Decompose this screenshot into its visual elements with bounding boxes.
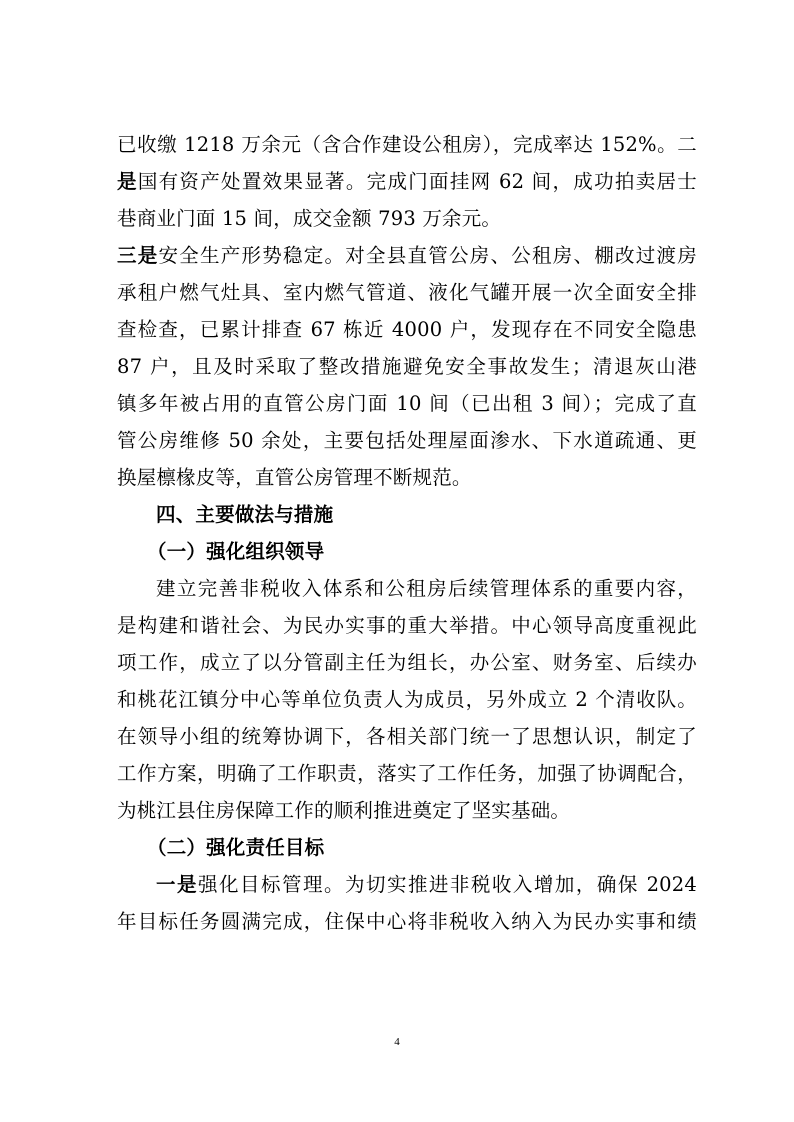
paragraph-line [117,385,697,422]
line-text: 工作方案，明确了工作职责，落实了工作任务，加强了协调配合， [117,762,697,785]
paragraph-line [117,163,697,200]
line-text: 在领导小组的统筹协调下，各相关部门统一了思想认识，制定了 [117,725,697,748]
line-text: 项工作，成立了以分管副主任为组长，办公室、财务室、后续办 [117,651,697,674]
heading-text: （二）强化责任目标 [147,836,325,859]
line-text: 87 户，且及时采取了整改措施避免安全事故发生；清退灰山港 [117,355,697,378]
page-number: 4 [394,1036,400,1048]
heading-text: （一）强化组织领导 [147,540,325,563]
paragraph-line [117,792,697,829]
line-text: 为桃江县住房保障工作的顺利推进奠定了坚实基础。 [117,799,571,822]
paragraph-line [117,718,697,755]
line-text: 安全生产形势稳定。对全县直管公房、公租房、棚改过渡房 [158,244,698,267]
line-text: 管公房维修 50 余处，主要包括处理屋面渗水、下水道疏通、更 [117,429,697,452]
paragraph-line [117,644,697,681]
paragraph-line [117,755,697,792]
paragraph-line [117,903,697,940]
line-text: 镇多年被占用的直管公房门面 10 间（已出租 3 间）；完成了直 [117,392,697,415]
paragraph-line [117,681,697,718]
paragraph-line [117,200,697,237]
heading-text: 四、主要做法与措施 [156,503,334,526]
paragraph-line [117,237,697,274]
paragraph-line [117,348,697,385]
line-text: 年目标任务圆满完成，住保中心将非税收入纳入为民办实事和绩 [117,910,697,933]
paragraph-line [117,570,697,607]
paragraph-line [117,607,697,644]
subsection-heading [117,829,697,866]
line-text: 国有资产处置效果显著。完成门面挂网 62 间，成功拍卖居士 [137,170,698,193]
document-body [117,126,697,940]
paragraph-line [117,311,697,348]
paragraph-line [117,459,697,496]
paragraph-line [117,126,697,163]
emphasis-text: 一是 [156,873,198,896]
paragraph-line [117,866,697,903]
line-text: 强化目标管理。为切实推进非税收入增加，确保 2024 [198,873,697,896]
line-text: 巷商业门面 15 间，成交金额 793 万余元。 [117,207,502,230]
subsection-heading [117,533,697,570]
line-text: 已收缴 1218 万余元（含合作建设公租房），完成率达 152%。二 [117,133,697,156]
section-heading [117,496,697,533]
emphasis-text: 是 [117,170,138,193]
line-text: 建立完善非税收入体系和公租房后续管理体系的重要内容， [156,577,697,600]
line-text: 换屋檩椽皮等，直管公房管理不断规范。 [117,466,472,489]
paragraph-line [117,422,697,459]
line-text: 承租户燃气灶具、室内燃气管道、液化气罐开展一次全面安全排 [117,281,697,304]
line-text: 查检查，已累计排查 67 栋近 4000 户，发现存在不同安全隐患 [117,318,697,341]
emphasis-text: 三是 [117,244,159,267]
paragraph-line [117,274,697,311]
line-text: 和桃花江镇分中心等单位负责人为成员，另外成立 2 个清收队。 [117,688,697,711]
line-text: 是构建和谐社会、为民办实事的重大举措。中心领导高度重视此 [117,614,697,637]
